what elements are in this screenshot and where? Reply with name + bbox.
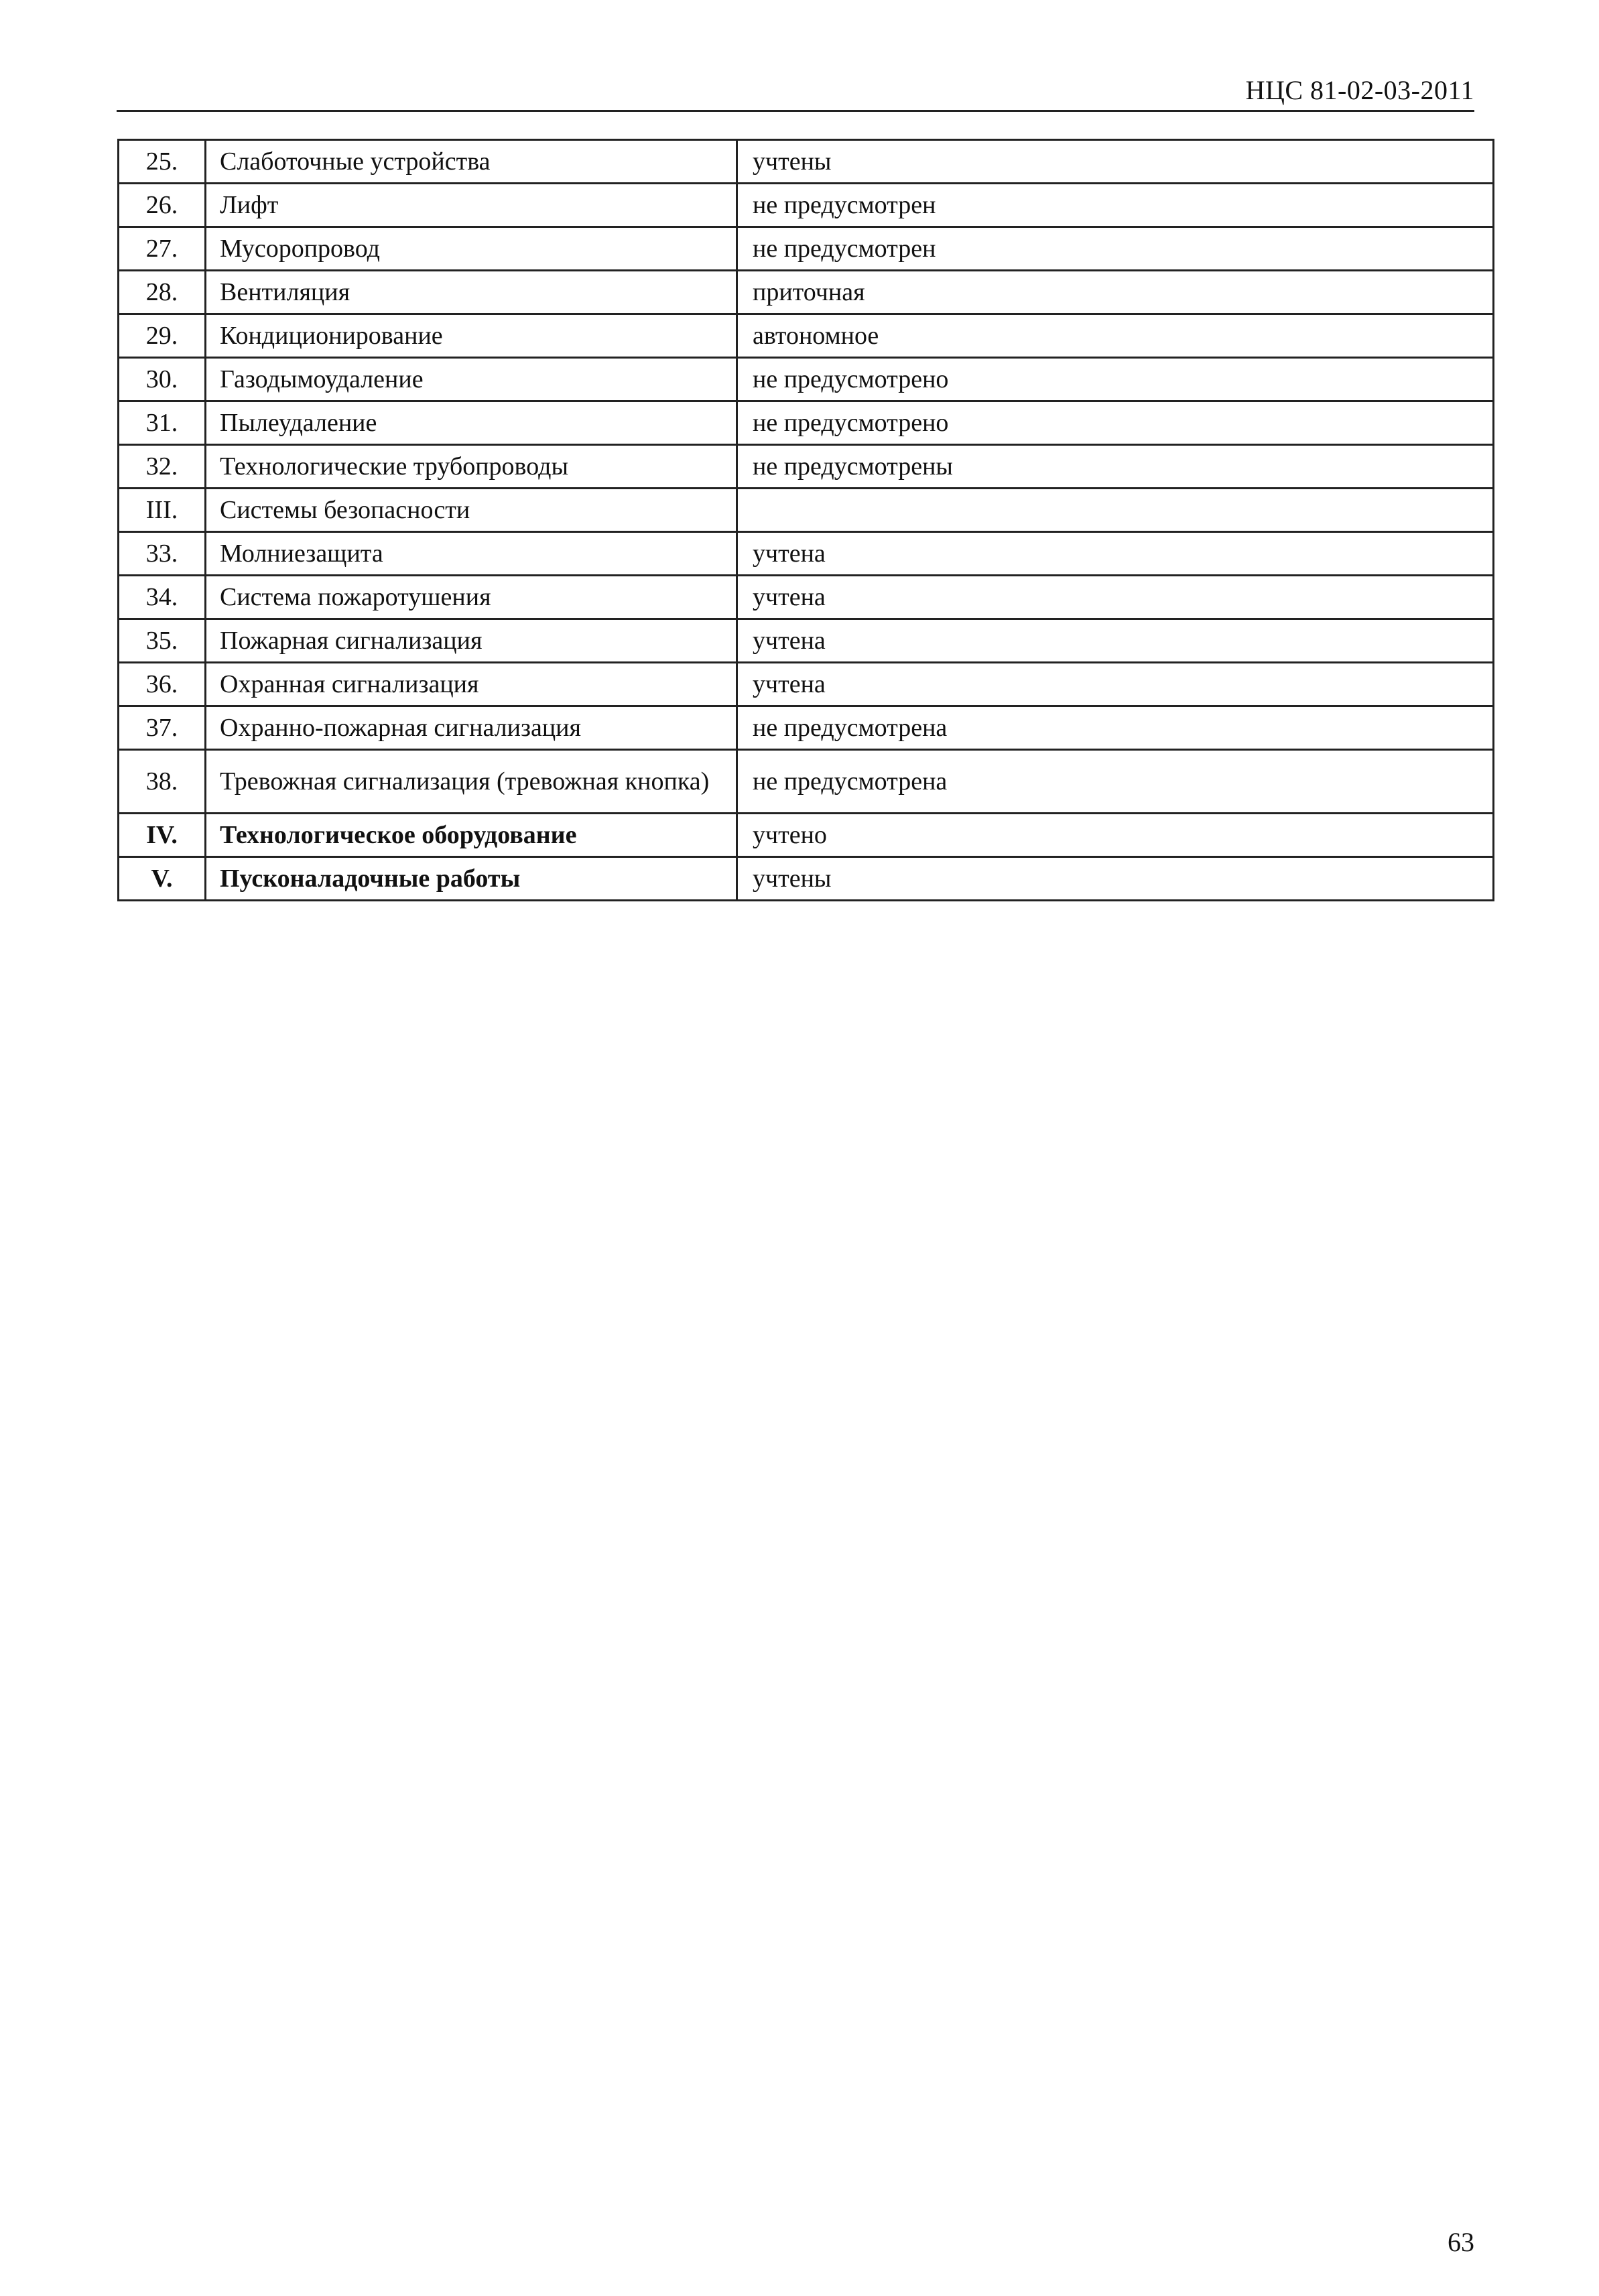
table-row [119, 358, 1494, 401]
table-row [119, 445, 1494, 489]
row-number: 35. [119, 619, 206, 663]
section-row [119, 857, 1494, 901]
section-name: Системы безопасности [206, 489, 737, 532]
row-value: учтена [737, 576, 1494, 619]
row-name: Газодымоудаление [206, 358, 737, 401]
row-value: приточная [737, 271, 1494, 314]
row-name: Слаботочные устройства [206, 140, 737, 184]
row-value: учтена [737, 532, 1494, 576]
table-row [119, 750, 1494, 814]
table-row [119, 184, 1494, 227]
table-row [119, 619, 1494, 663]
row-name: Лифт [206, 184, 737, 227]
row-name: Охранная сигнализация [206, 663, 737, 706]
row-name: Пожарная сигнализация [206, 619, 737, 663]
section-row [119, 814, 1494, 857]
section-row [119, 489, 1494, 532]
section-value: учтено [737, 814, 1494, 857]
row-number: 31. [119, 401, 206, 445]
row-value: автономное [737, 314, 1494, 358]
row-name: Пылеудаление [206, 401, 737, 445]
row-value: не предусмотрен [737, 227, 1494, 271]
row-number: 27. [119, 227, 206, 271]
row-value: не предусмотрен [737, 184, 1494, 227]
row-value: не предусмотрена [737, 750, 1494, 814]
row-value: не предусмотрены [737, 445, 1494, 489]
section-value [737, 489, 1494, 532]
row-name: Вентиляция [206, 271, 737, 314]
row-number: 37. [119, 706, 206, 750]
section-number: V. [119, 857, 206, 901]
table-row [119, 706, 1494, 750]
row-number: 36. [119, 663, 206, 706]
row-name: Молниезащита [206, 532, 737, 576]
table-row [119, 227, 1494, 271]
row-name: Мусоропровод [206, 227, 737, 271]
row-value: не предусмотрена [737, 706, 1494, 750]
table-row [119, 314, 1494, 358]
row-name: Охранно-пожарная сигнализация [206, 706, 737, 750]
table-row [119, 532, 1494, 576]
row-value: учтена [737, 663, 1494, 706]
row-value: учтена [737, 619, 1494, 663]
row-value: не предусмотрено [737, 401, 1494, 445]
row-number: 30. [119, 358, 206, 401]
row-number: 25. [119, 140, 206, 184]
row-number: 26. [119, 184, 206, 227]
row-name: Система пожаротушения [206, 576, 737, 619]
row-number: 32. [119, 445, 206, 489]
page-number: 63 [1448, 2227, 1474, 2257]
row-name: Тревожная сигнализация (тревожная кнопка) [206, 750, 737, 814]
table-row [119, 140, 1494, 184]
table-row [119, 663, 1494, 706]
table-row [119, 401, 1494, 445]
table-row [119, 271, 1494, 314]
row-number: 33. [119, 532, 206, 576]
section-name: Технологическое оборудование [206, 814, 737, 857]
table-row [119, 576, 1494, 619]
row-number: 38. [119, 750, 206, 814]
section-number: IV. [119, 814, 206, 857]
section-name: Пусконаладочные работы [206, 857, 737, 901]
row-name: Кондиционирование [206, 314, 737, 358]
section-value: учтены [737, 857, 1494, 901]
row-number: 29. [119, 314, 206, 358]
row-number: 34. [119, 576, 206, 619]
row-value: не предусмотрено [737, 358, 1494, 401]
row-name: Технологические трубопроводы [206, 445, 737, 489]
section-number: III. [119, 489, 206, 532]
document-code: НЦС 81-02-03-2011 [1245, 75, 1474, 105]
row-value: учтены [737, 140, 1494, 184]
page-header [117, 72, 1474, 112]
specification-table [117, 139, 1494, 901]
row-number: 28. [119, 271, 206, 314]
